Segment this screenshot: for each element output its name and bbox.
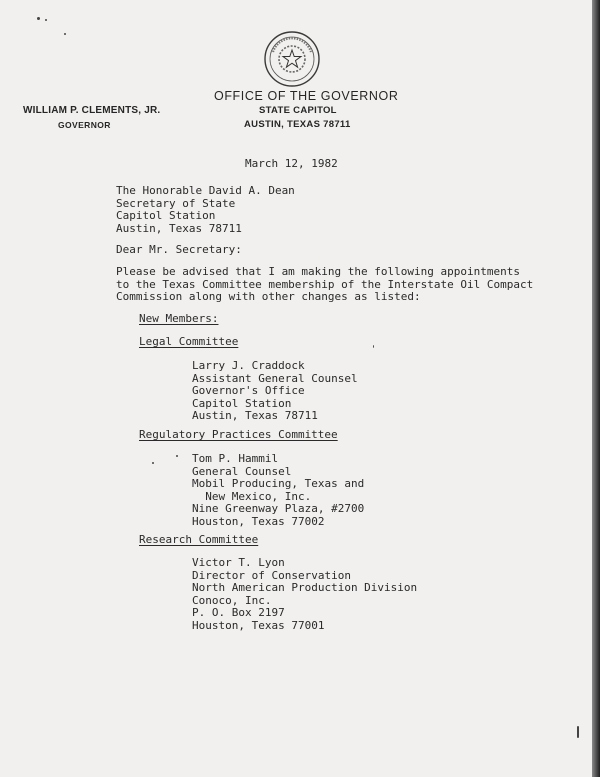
address-line: General Counsel	[192, 464, 292, 478]
legal-member-address	[192, 360, 358, 423]
new-members-heading: New Members:	[139, 312, 219, 325]
recipient-block	[116, 185, 295, 235]
letter-date: March 12, 1982	[245, 157, 338, 170]
address-line: Capitol Station	[192, 396, 292, 410]
intro-paragraph	[116, 266, 533, 304]
address-line: Conoco, Inc.	[192, 593, 272, 607]
committee-heading-regulatory: Regulatory Practices Committee	[139, 428, 338, 441]
committee-heading-research: Research Committee	[139, 533, 259, 546]
recipient-line: Austin, Texas 78711	[116, 221, 242, 235]
recipient-line: Capitol Station	[116, 209, 216, 222]
scan-speck	[64, 33, 66, 35]
office-title: OFFICE OF THE GOVERNOR	[214, 89, 399, 103]
state-seal-icon	[263, 30, 321, 88]
scan-speck	[176, 455, 178, 457]
address-line: Victor T. Lyon	[192, 556, 285, 569]
address-line: Austin, Texas 78711	[192, 409, 318, 422]
recipient-line: The Honorable David A. Dean	[116, 184, 295, 197]
address-line: Larry J. Craddock	[192, 359, 305, 372]
governor-title: GOVERNOR	[58, 120, 111, 130]
address-line: North American Production Division	[192, 581, 418, 594]
committee-heading-legal: Legal Committee	[139, 335, 239, 348]
scan-speck	[373, 345, 374, 348]
address-line: Mobil Producing, Texas and	[192, 477, 365, 490]
scan-speck	[152, 462, 154, 464]
scan-speck	[45, 19, 47, 21]
address-line: P. O. Box 2197	[192, 606, 285, 619]
address-line: Governor's Office	[192, 384, 305, 397]
address-line: Nine Greenway Plaza, #2700	[192, 502, 365, 515]
address-line: Director of Conservation	[192, 568, 351, 582]
address-line: Assistant General Counsel	[192, 371, 358, 385]
scan-speck	[577, 726, 579, 738]
office-address-line2: AUSTIN, TEXAS 78711	[244, 119, 351, 130]
regulatory-member-address	[192, 453, 364, 528]
governor-name: WILLIAM P. CLEMENTS, JR.	[23, 105, 161, 116]
page-edge-shadow	[592, 0, 600, 777]
scan-speck	[37, 17, 40, 20]
intro-line: to the Texas Committee membership of the Interstate Oil Compact	[116, 277, 534, 291]
research-member-address	[192, 557, 417, 632]
intro-line: Commission along with other changes as listed:	[116, 290, 421, 303]
recipient-line: Secretary of State	[116, 196, 236, 210]
address-line: Houston, Texas 77002	[192, 514, 325, 528]
office-address-line1: STATE CAPITOL	[259, 105, 337, 116]
intro-line: Please be advised that I am making the following appointments	[116, 265, 520, 278]
address-line: Houston, Texas 77001	[192, 618, 325, 632]
address-line: New Mexico, Inc.	[192, 489, 312, 503]
address-line: Tom P. Hammil	[192, 452, 279, 465]
salutation: Dear Mr. Secretary:	[116, 243, 242, 256]
